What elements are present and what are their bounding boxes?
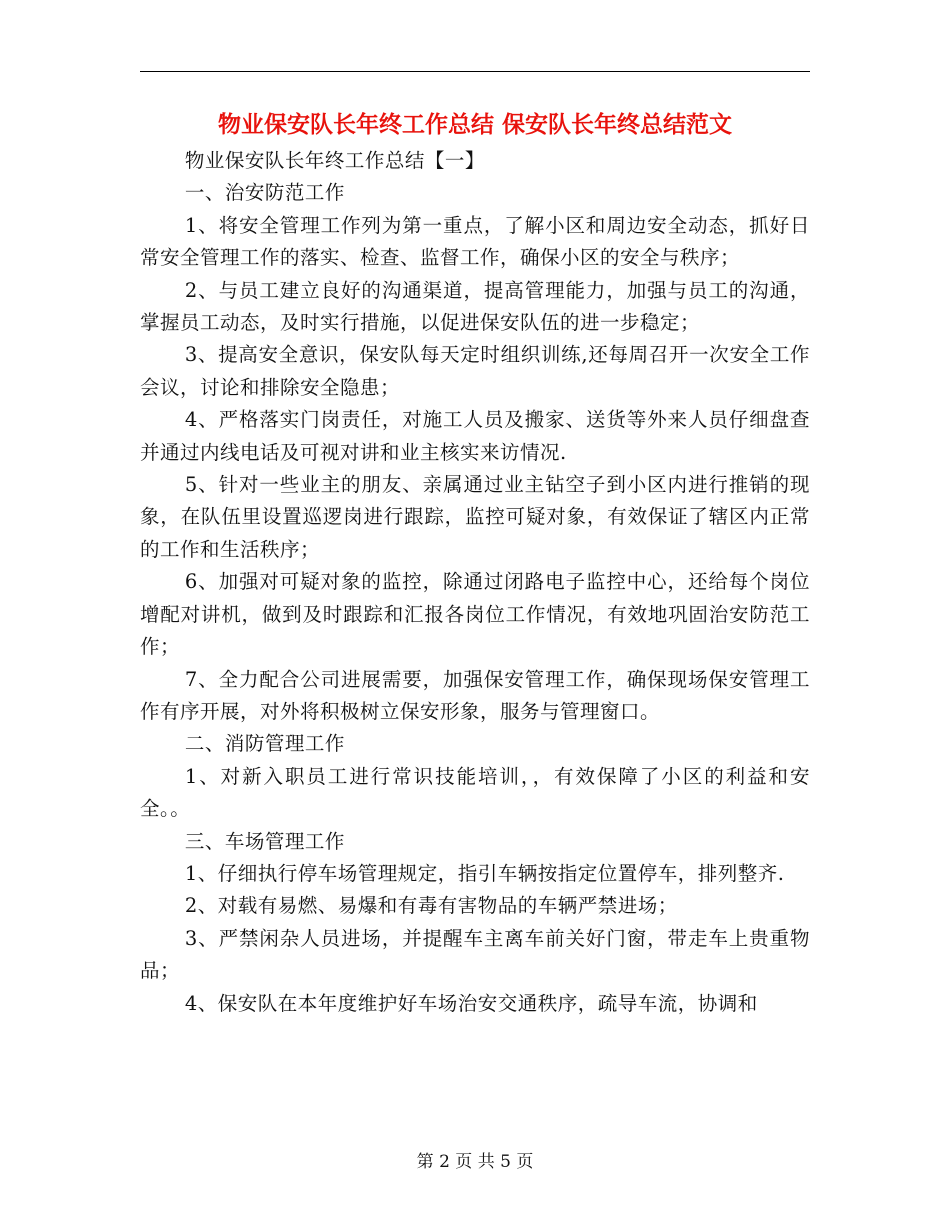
page-number-footer: 第 2 页 共 5 页 [416, 1152, 534, 1172]
document-body [140, 145, 810, 1020]
body-paragraph: 7、全力配合公司进展需要，加强保安管理工作，确保现场保安管理工作有序开展，对外将积极树立保安形象，服务与管理窗口。 [140, 667, 810, 723]
body-paragraph: 2、与员工建立良好的沟通渠道，提高管理能力，加强与员工的沟通，掌握员工动态，及时实行措施，以促进保安队伍的进一步稳定； [140, 278, 810, 335]
body-paragraph: 4、保安队在本年度维护好车场治安交通秩序，疏导车流，协调和 [184, 991, 758, 1015]
body-paragraph: 1、仔细执行停车场管理规定，指引车辆按指定位置停车，排列整齐. [184, 861, 785, 885]
body-paragraph: 4、严格落实门岗责任，对施工人员及搬家、送货等外来人员仔细盘查并通过内线电话及可视对讲和业主核实来访情况. [140, 408, 810, 464]
header-rule [140, 71, 810, 72]
subsection-heading: 一、治安防范工作 [184, 181, 345, 205]
subsection-heading: 二、消防管理工作 [184, 732, 345, 756]
document-title: 物业保安队长年终工作总结 保安队长年终总结范文 [217, 112, 732, 138]
body-paragraph: 6、加强对可疑对象的监控，除通过闭路电子监控中心，还给每个岗位增配对讲机，做到及时跟踪和汇报各岗位工作情况，有效地巩固治安防范工作； [140, 570, 810, 659]
subsection-heading: 三、车场管理工作 [184, 829, 345, 853]
section-heading: 物业保安队长年终工作总结【一】 [184, 149, 485, 172]
body-paragraph: 2、对载有易燃、易爆和有毒有害物品的车辆严禁进场； [184, 894, 678, 918]
body-paragraph: 1、对新入职员工进行常识技能培训，，有效保障了小区的利益和安全。。 [140, 764, 810, 821]
body-paragraph: 3、提高安全意识，保安队每天定时组织训练,还每周召开一次安全工作会议，讨论和排除安全隐患； [140, 343, 810, 399]
body-paragraph: 1、将安全管理工作列为第一重点，了解小区和周边安全动态，抓好日常安全管理工作的落实、检查、监督工作，确保小区的安全与秩序； [140, 213, 810, 270]
body-paragraph: 3、严禁闲杂人员进场，并提醒车主离车前关好门窗，带走车上贵重物品； [140, 926, 810, 983]
body-paragraph: 5、针对一些业主的朋友、亲属通过业主钻空子到小区内进行推销的现象，在队伍里设置巡逻岗进行跟踪，监控可疑对象，有效保证了辖区内正常的工作和生活秩序； [140, 473, 810, 561]
